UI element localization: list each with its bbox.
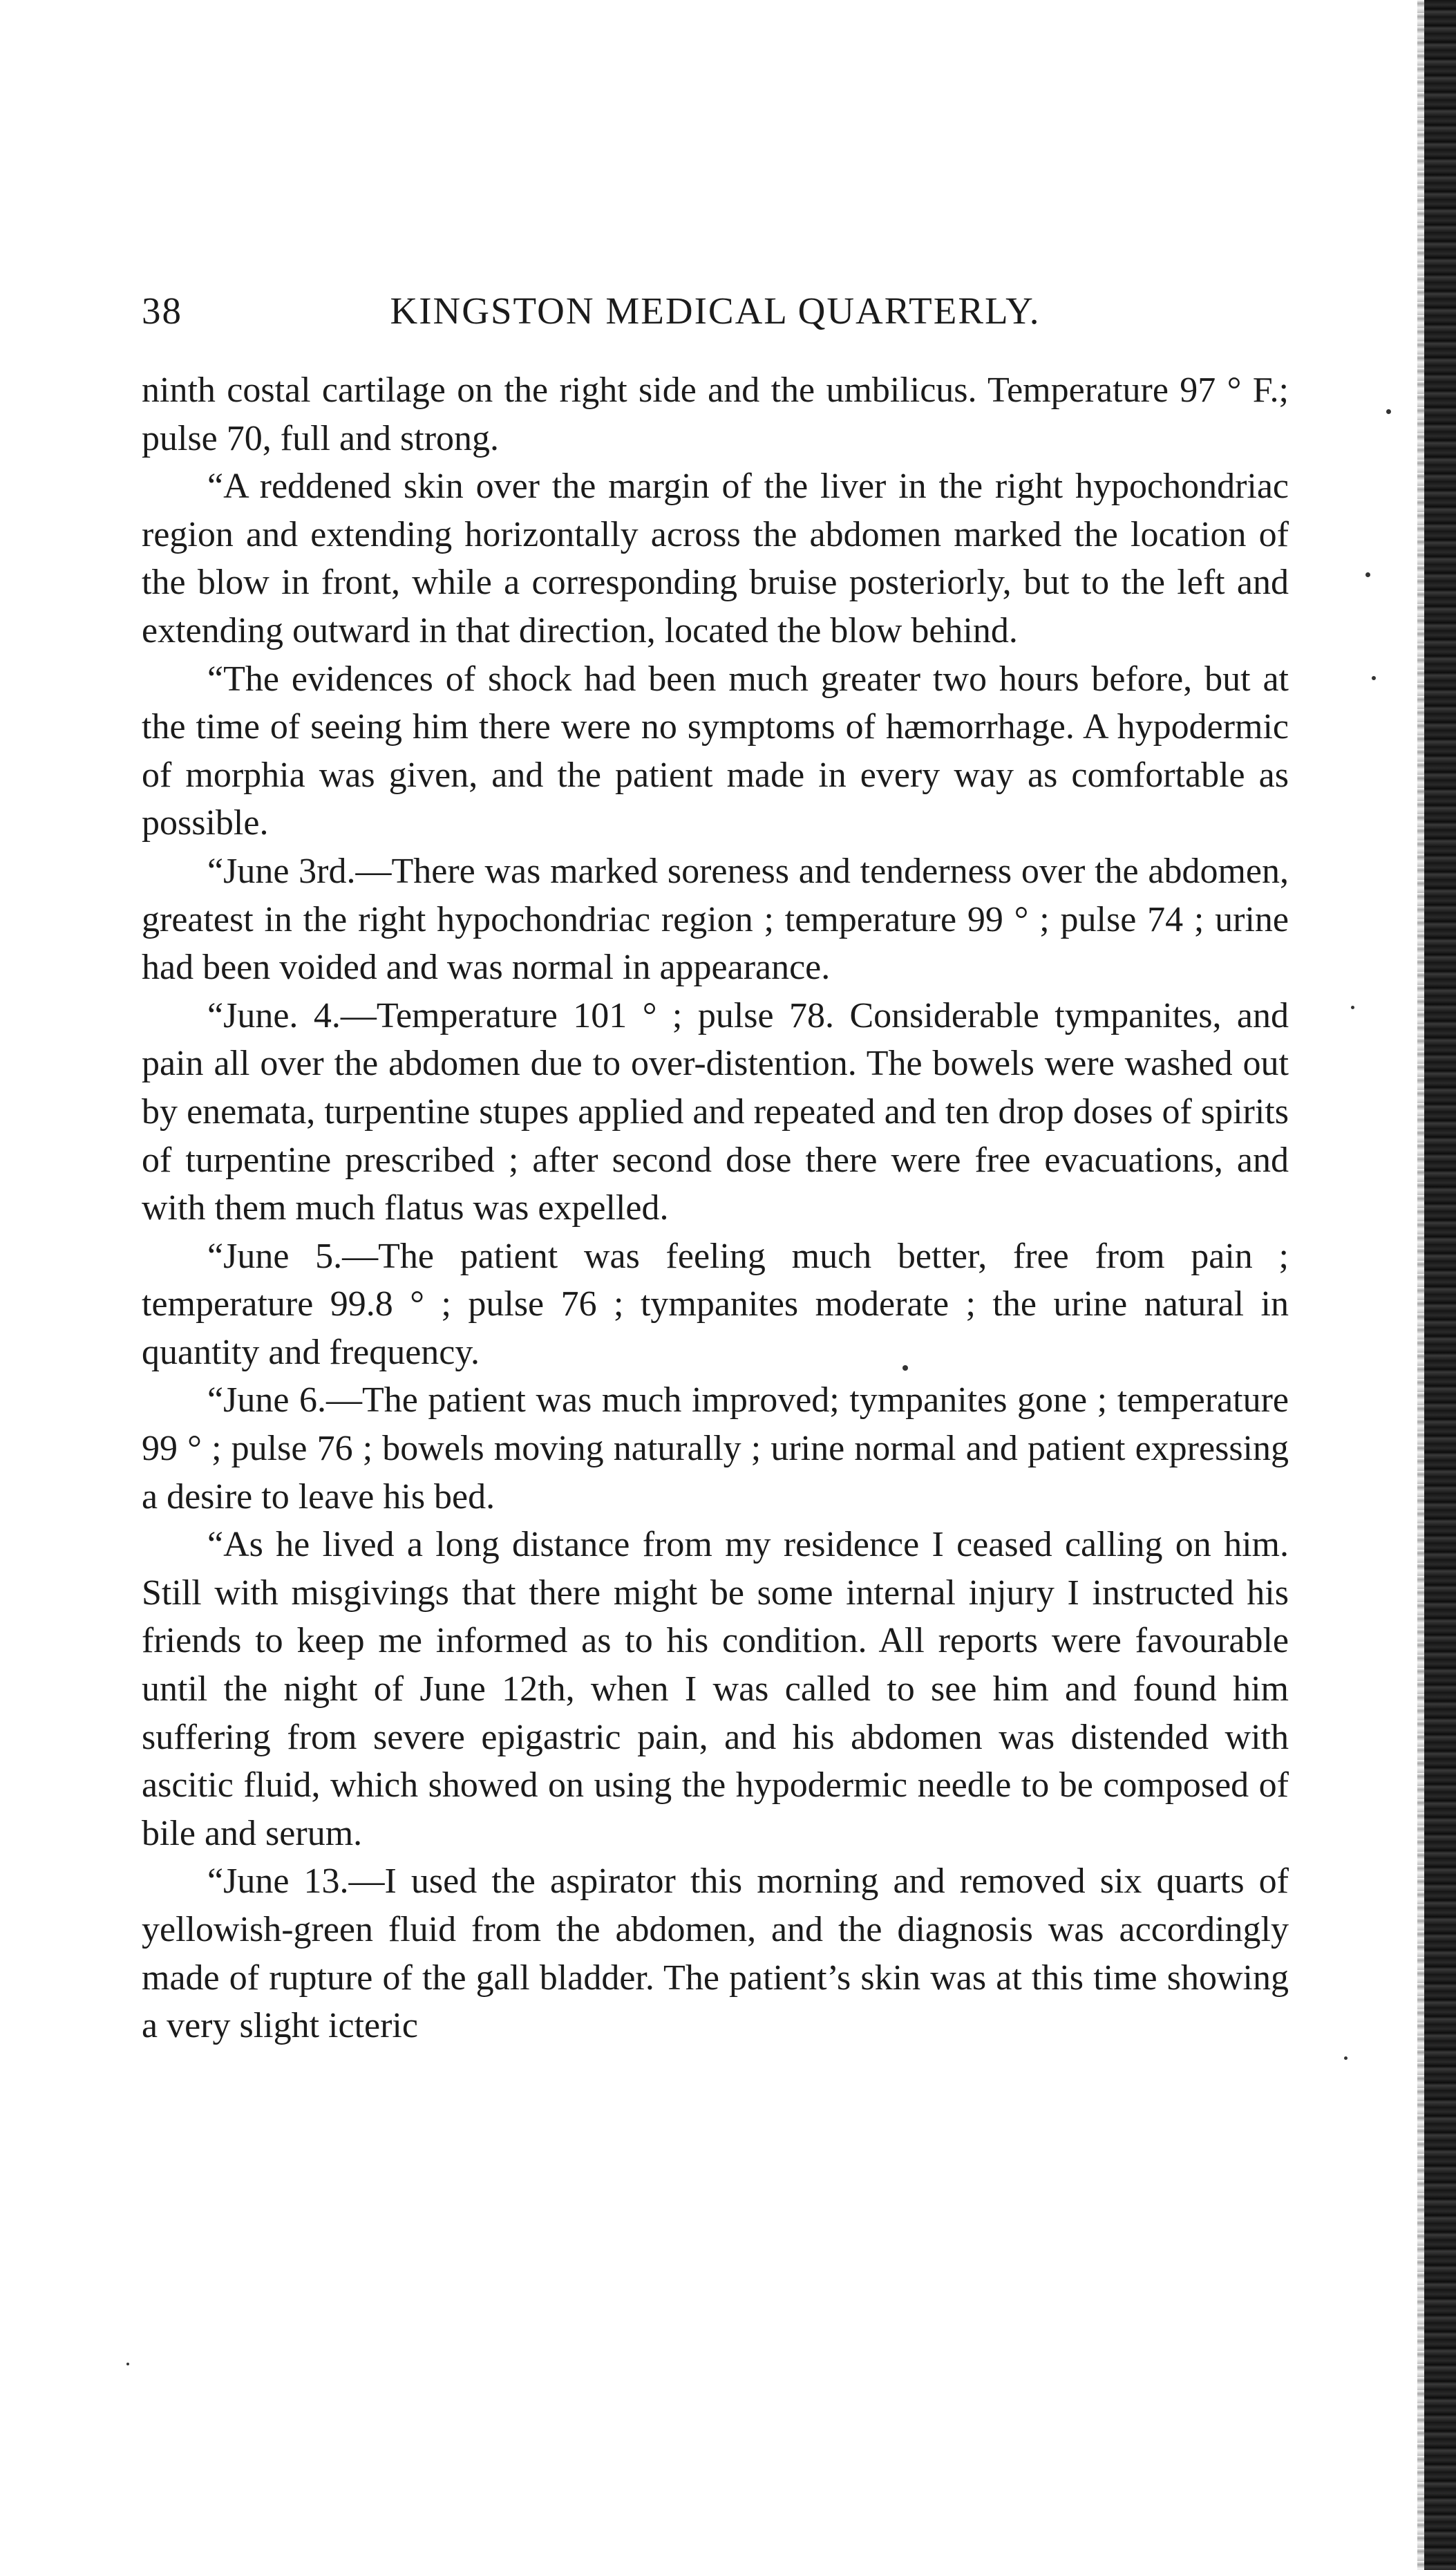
paragraph: “As he lived a long distance from my residence I ceased calling on him. Still with misgivings that there might be some internal injury I instructed his friends to keep me informed as to his condition. All reports were favourable until the night of June 12th, when I was called to see him and found him suffering from severe epigastric pain, and his abdomen was distended with ascitic fluid, which showed on using the hypodermic needle to be composed of bile and serum.: [142, 1525, 1289, 1853]
body-text: [142, 366, 1289, 2050]
journal-title: KINGSTON MEDICAL QUARTERLY.: [390, 290, 1041, 332]
paragraph: “June 13.—I used the aspirator this morning and removed six quarts of yellowish-green fluid from the abdomen, and the diagnosis was accordingly made of rupture of the gall bladder. The patient’s skin was at this time showing a very slight icteric: [142, 1861, 1289, 2046]
paragraph: “The evidences of shock had been much greater two hours before, but at the time of seeing him there were no symptoms of hæmorrhage. A hypodermic of morphia was given, and the patient made in every way as comfortable as possible.: [142, 659, 1289, 843]
paragraph: ninth costal cartilage on the right side and the umbilicus. Temperature 97 ° F.; pulse 70, full and strong.: [142, 371, 1289, 458]
scanned-page-edge: [1424, 0, 1456, 2570]
paragraph: “June 6.—The patient was much improved; tympanites gone ; temperature 99 ° ; pulse 76 ; bowels moving naturally ; urine normal and patient expressing a desire to leave his bed.: [142, 1380, 1289, 1517]
paragraph: “A reddened skin over the margin of the liver in the right hypochondriac region and extending horizontally across the abdomen marked the location of the blow in front, while a corresponding bruise posteriorly, but to the left and extending outward in that direction, located the blow behind.: [142, 467, 1289, 650]
paragraph: “June 5.—The patient was feeling much better, free from pain ; temperature 99.8 ° ; pulse 76 ; tympanites moderate ; the urine natural in quantity and frequency.: [142, 1236, 1289, 1372]
paragraph: “June 3rd.—There was marked soreness and tenderness over the abdomen, greatest in the right hypochondriac region ; temperature 99 ° ; pulse 74 ; urine had been voided and was normal in appearance.: [142, 851, 1289, 988]
page-number: 38: [142, 290, 182, 332]
running-head: [142, 280, 1289, 342]
paragraph: “June. 4.—Temperature 101 ° ; pulse 78. Considerable tympanites, and pain all over the abdomen due to over-distention. The bowels were washed out by enemata, turpentine stupes applied and repeated and ten drop doses of spirits of turpentine prescribed ; after second dose there were free evacuations, and with them much flatus was expelled.: [142, 995, 1289, 1228]
